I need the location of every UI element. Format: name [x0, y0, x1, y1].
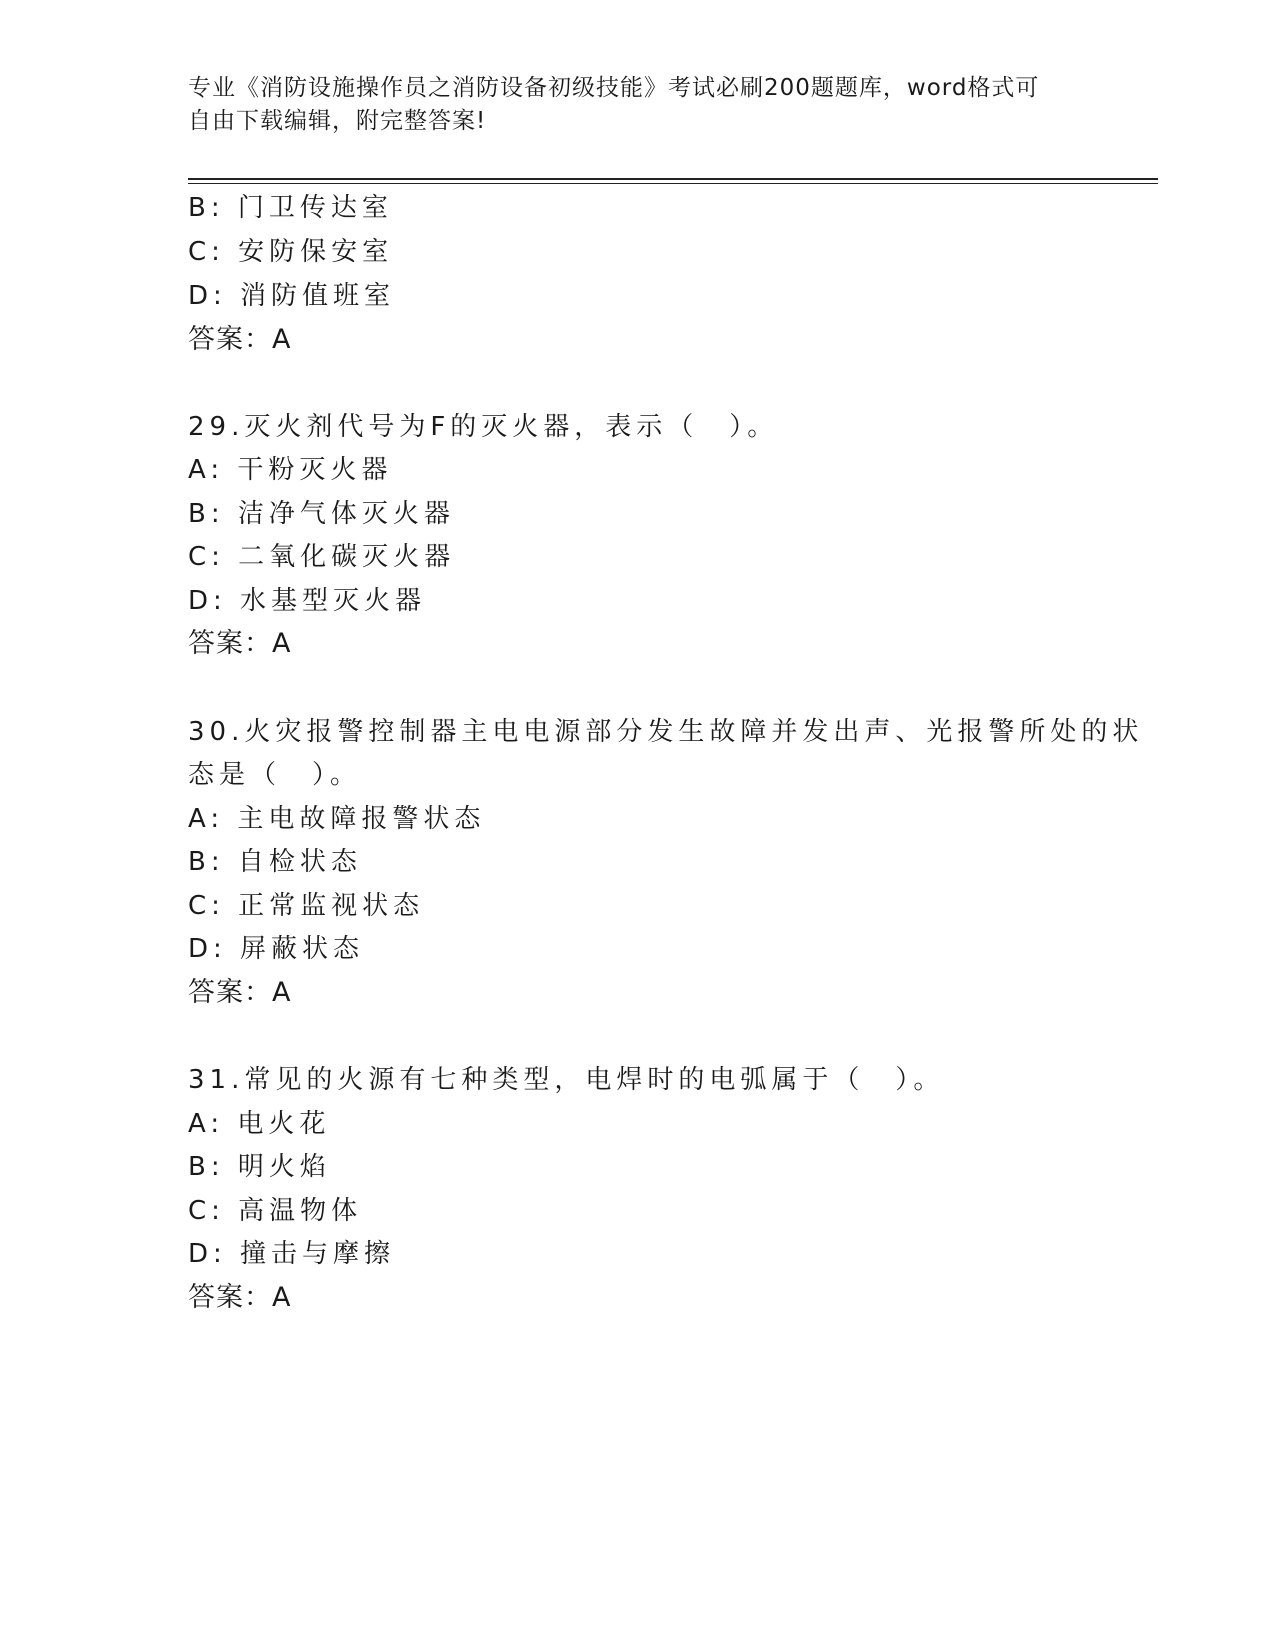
q30-option-d: D: 屏蔽状态 [188, 934, 365, 964]
q30-answer: 答案：A [188, 977, 292, 1008]
q30-option-a: A: 主电故障报警状态 [188, 804, 486, 834]
q28-option-b: B: 门卫传达室 [188, 193, 393, 223]
q31-option-a: A: 电火花 [188, 1109, 331, 1139]
q31-question: 31.常见的火源有七种类型，电焊时的电弧属于（ ）。 [188, 1065, 945, 1095]
q28-answer: 答案：A [188, 324, 292, 355]
q31-answer: 答案：A [188, 1282, 292, 1313]
q29-option-c: C: 二氧化碳灭火器 [188, 542, 456, 572]
header-divider-thin [188, 183, 1158, 184]
q29-option-b: B: 洁净气体灭火器 [188, 499, 455, 529]
q30-question-line-2: 态是（ ）。 [188, 760, 362, 790]
q29-question: 29.灭火剂代号为F的灭火器，表示（ ）。 [188, 412, 779, 442]
q31-option-b: B: 明火焰 [188, 1152, 331, 1182]
q29-option-a: A: 干粉灭火器 [188, 455, 393, 485]
header-divider-thick [188, 178, 1158, 180]
q29-answer: 答案：A [188, 628, 292, 659]
q31-option-d: D: 撞击与摩擦 [188, 1239, 396, 1269]
q31-option-c: C: 高温物体 [188, 1196, 363, 1226]
q28-option-d: D: 消防值班室 [188, 281, 396, 311]
q29-option-d: D: 水基型灭火器 [188, 586, 427, 616]
header-line-2: 自由下载编辑，附完整答案! [188, 108, 487, 134]
q30-option-b: B: 自检状态 [188, 847, 362, 877]
document-header [188, 72, 1088, 138]
q28-option-c: C: 安防保安室 [188, 237, 394, 267]
q30-question-line-1: 30.火灾报警控制器主电电源部分发生故障并发出声、光报警所处的状 [188, 717, 1144, 747]
header-line-1: 专业《消防设施操作员之消防设备初级技能》考试必刷200题题库，word格式可 [188, 75, 1040, 101]
q30-option-c: C: 正常监视状态 [188, 891, 425, 921]
